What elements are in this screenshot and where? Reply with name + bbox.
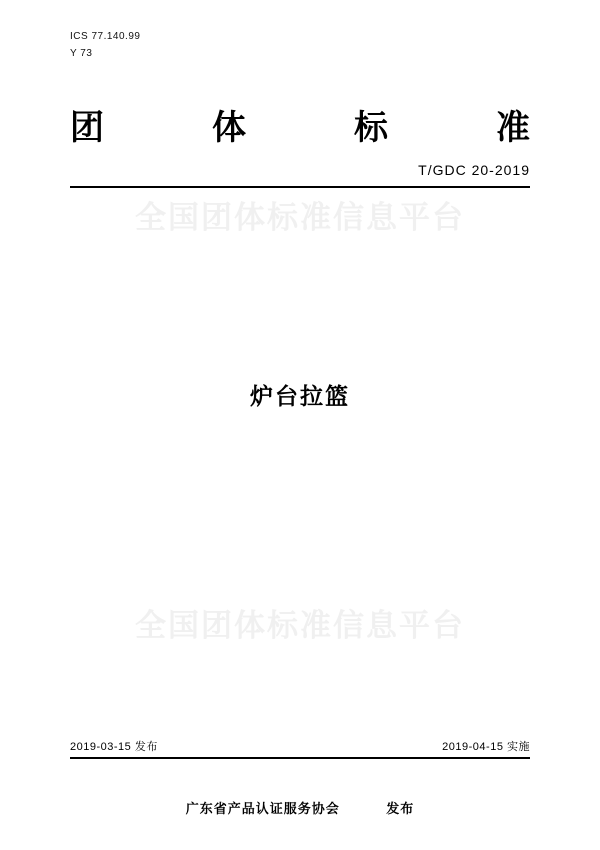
ics-code: ICS 77.140.99 [70,31,141,42]
header-divider [70,186,530,188]
ics-classification-block [70,28,140,62]
heading-char-4: 准 [496,110,530,147]
implementation-date: 2019-04-15 实施 [442,741,530,753]
ccs-code: Y 73 [70,48,93,59]
publish-date: 2019-03-15 发布 [70,741,158,753]
watermark-bottom: 全国团体标准信息平台 [135,608,465,643]
issuer-name: 广东省产品认证服务协会 [185,801,340,816]
document-type-heading [70,100,530,149]
heading-char-3: 标 [354,110,388,147]
standard-number: T/GDC 20-2019 [418,162,530,178]
issuer-action: 发布 [386,801,415,816]
page-title: 炉台拉篮 [250,384,350,409]
issuer-row [0,798,600,817]
watermark-top: 全国团体标准信息平台 [135,200,465,235]
heading-char-1: 团 [70,110,104,147]
date-row [70,738,530,754]
heading-char-2: 体 [212,110,246,147]
footer-divider [70,757,530,759]
